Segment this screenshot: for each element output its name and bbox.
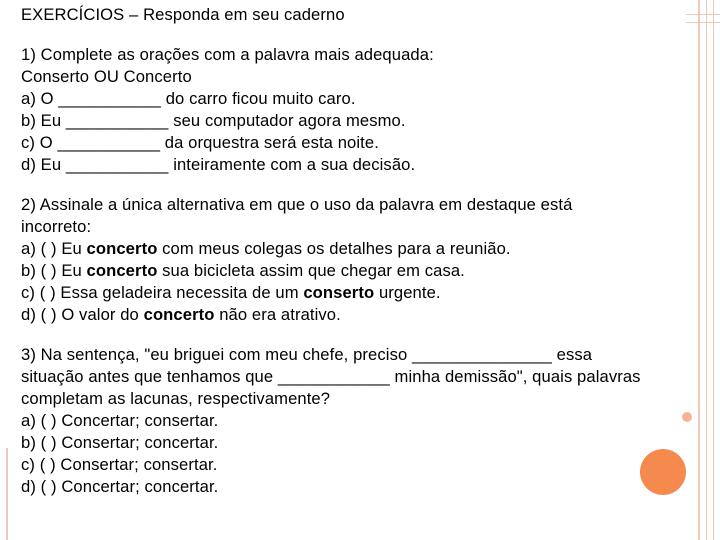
answer-item xyxy=(21,260,691,282)
item-text: sua bicicleta assim que chegar em casa. xyxy=(157,261,465,280)
item-text: b) ( ) Eu xyxy=(21,261,87,280)
question-prompt: situação antes que tenhamos que ____________ minha demissão", quais palavras xyxy=(21,367,641,386)
page-title: EXERCÍCIOS – Responda em seu caderno xyxy=(21,5,345,24)
answer-item xyxy=(21,282,691,304)
question-1 xyxy=(21,44,691,176)
frame-line xyxy=(686,22,720,23)
item-text: a) ( ) Eu xyxy=(21,239,87,258)
spacer xyxy=(21,26,691,44)
highlighted-word: concerto xyxy=(86,261,158,280)
answer-item: c) ( ) Consertar; consertar. xyxy=(21,455,218,474)
answer-item xyxy=(21,238,691,260)
frame-line xyxy=(706,0,707,540)
frame-line xyxy=(698,0,700,540)
item-text: urgente. xyxy=(374,283,441,302)
question-2 xyxy=(21,194,691,326)
item-text: não era atrativo. xyxy=(214,305,341,324)
answer-item: c) O ___________ da orquestra será esta noite. xyxy=(21,133,379,152)
question-prompt: 2) Assinale a única alternativa em que o uso da palavra em destaque está xyxy=(21,195,573,214)
frame-line xyxy=(713,0,714,540)
highlighted-word: concerto xyxy=(143,305,215,324)
answer-item: d) ( ) Concertar; concertar. xyxy=(21,477,219,496)
highlighted-word: concerto xyxy=(86,239,158,258)
question-prompt: completam as lacunas, respectivamente? xyxy=(21,389,331,408)
question-prompt: 1) Complete as orações com a palavra mais adequada: xyxy=(21,45,434,64)
answer-item: b) Eu ___________ seu computador agora mesmo. xyxy=(21,111,406,130)
answer-item: b) ( ) Consertar; concertar. xyxy=(21,433,219,452)
frame-line xyxy=(686,14,720,15)
question-prompt: 3) Na sentença, "eu briguei com meu chefe, preciso _______________ essa xyxy=(21,345,593,364)
item-text: d) ( ) O valor do xyxy=(21,305,144,324)
answer-item: d) Eu ___________ inteiramente com a sua decisão. xyxy=(21,155,416,174)
word-options: Conserto OU Concerto xyxy=(21,67,192,86)
item-text: com meus colegas os detalhes para a reunião. xyxy=(157,239,511,258)
spacer xyxy=(21,176,691,194)
question-prompt: incorreto: xyxy=(21,217,92,236)
spacer xyxy=(21,326,691,344)
answer-item: a) O ___________ do carro ficou muito caro. xyxy=(21,89,356,108)
question-3 xyxy=(21,344,691,498)
answer-item xyxy=(21,304,691,326)
highlighted-word: conserto xyxy=(303,283,375,302)
frame-line xyxy=(6,448,8,540)
exercise-content xyxy=(21,4,691,498)
answer-item: a) ( ) Concertar; consertar. xyxy=(21,411,219,430)
item-text: c) ( ) Essa geladeira necessita de um xyxy=(21,283,304,302)
